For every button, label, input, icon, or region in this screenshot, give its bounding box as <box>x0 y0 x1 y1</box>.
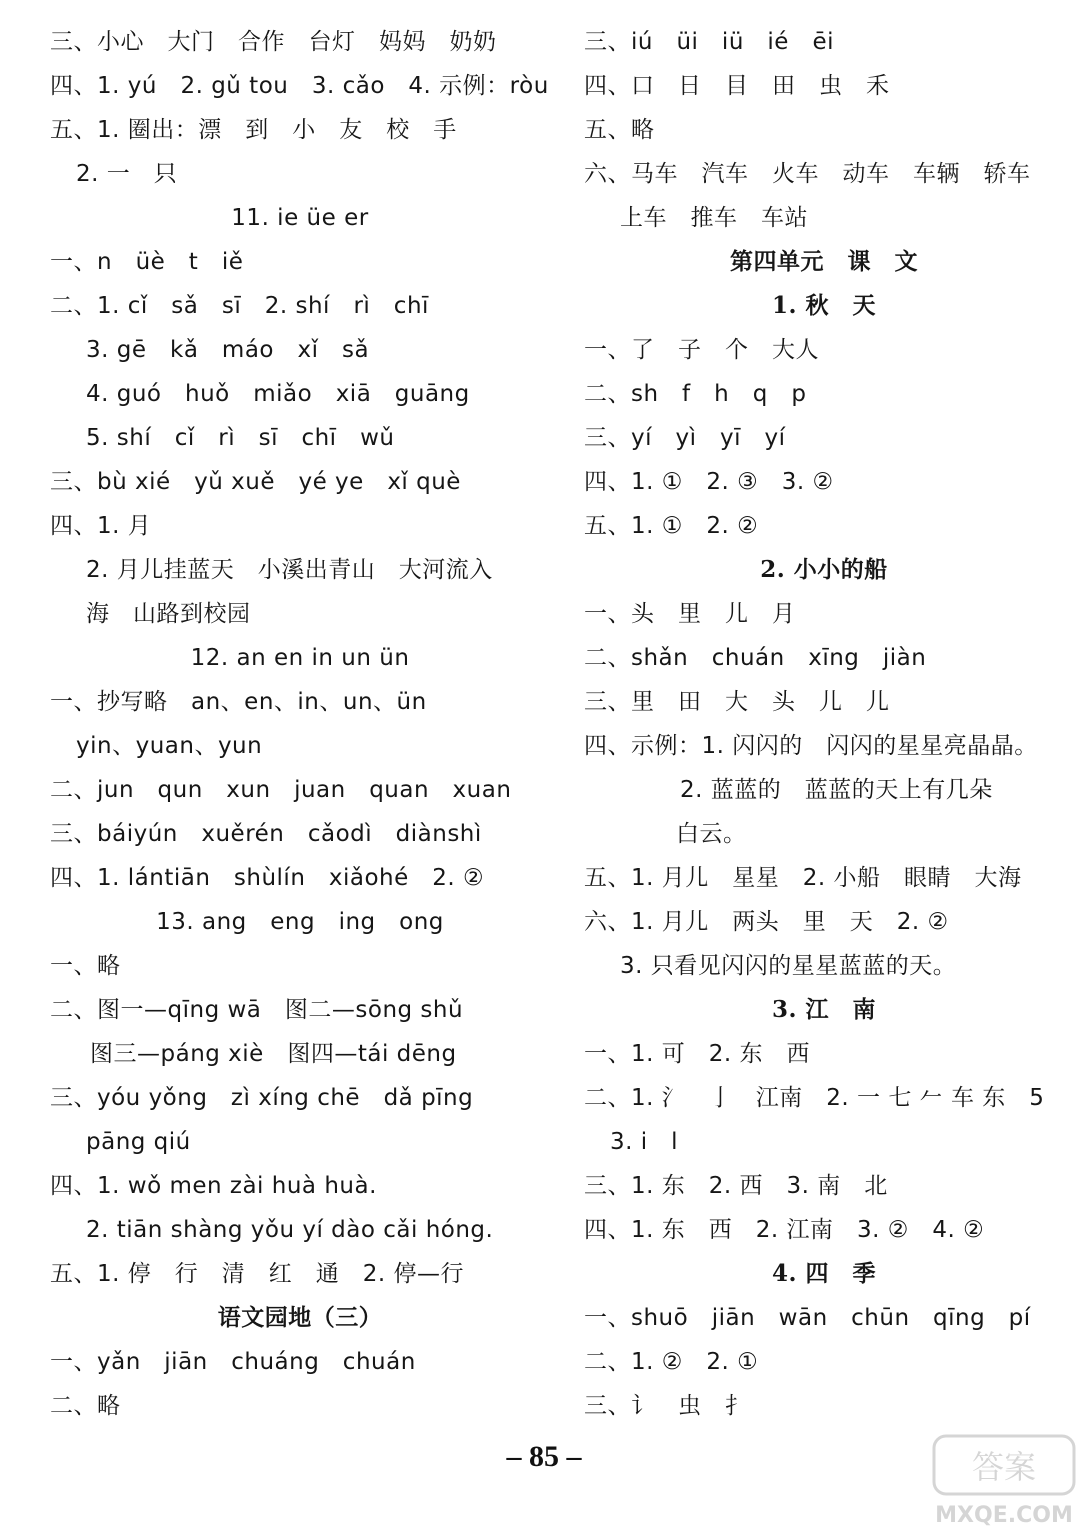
answer-line: 六、马车 汽车 火车 动车 车辆 轿车 <box>584 161 1031 187</box>
svg-text:答案: 答案 <box>971 1448 1037 1486</box>
answer-line: 三、yí yì yī yí <box>584 425 786 451</box>
answer-line: 一、yǎn jiān chuáng chuán <box>50 1349 416 1375</box>
answer-line: 四、示例：1. 闪闪的 闪闪的星星亮晶晶。 <box>584 733 1038 759</box>
answer-line: 一、shuō jiān wān chūn qīng pí <box>584 1305 1031 1331</box>
answer-line: 一、n üè t iě <box>50 249 244 275</box>
answer-line: 四、1. wǒ men zài huà huà. <box>50 1173 377 1199</box>
answer-line: 四、1. yú 2. gǔ tou 3. cǎo 4. 示例：ròu <box>50 73 549 99</box>
answer-line: 二、1. 氵 亅 江南 2. 一 七 𠂉 车 东 5 <box>584 1085 1045 1111</box>
section-heading: 1. 秋 天 <box>771 292 877 319</box>
answer-line: pāng qiú <box>86 1129 191 1155</box>
answer-line: 三、里 田 大 头 儿 儿 <box>584 689 890 715</box>
section-heading: 3. 江 南 <box>771 996 877 1023</box>
answer-line: 4. guó huǒ miǎo xiā guāng <box>86 381 470 407</box>
section-heading: 语文园地（三） <box>217 1304 383 1331</box>
answer-line: 2. 一 只 <box>76 161 178 187</box>
answer-line: 五、1. 圈出：漂 到 小 友 校 手 <box>50 117 457 143</box>
answer-line: 2. 月儿挂蓝天 小溪出青山 大河流入 <box>86 557 493 583</box>
section-heading: 4. 四 季 <box>771 1260 877 1287</box>
answer-line: 三、báiyún xuěrén cǎodì diànshì <box>50 821 482 847</box>
section-heading: 2. 小小的船 <box>760 556 888 583</box>
page-number: – 85 – <box>506 1440 582 1473</box>
section-heading: 11. ie üe er <box>231 205 369 231</box>
answer-line: 上车 推车 车站 <box>620 205 808 231</box>
answer-line: 二、1. ② 2. ① <box>584 1349 759 1375</box>
answer-line: 三、bù xié yǔ xuě yé ye xǐ què <box>50 469 461 495</box>
answer-line: 二、jun qun xun juan quan xuan <box>50 777 512 803</box>
answer-line: yin、yuan、yun <box>76 733 263 759</box>
answer-line: 一、略 <box>50 953 121 979</box>
answer-line: 四、1. ① 2. ③ 3. ② <box>584 469 834 495</box>
watermark-text: MXQE.COM <box>935 1503 1073 1528</box>
answer-line: 三、1. 东 2. 西 3. 南 北 <box>584 1173 888 1199</box>
answer-line: 二、1. cǐ sǎ sī 2. shí rì chī <box>50 293 429 319</box>
answer-line: 四、口 日 目 田 虫 禾 <box>584 73 890 99</box>
answer-line: 三、讠 虫 扌 <box>584 1393 749 1419</box>
answer-line: 3. 只看见闪闪的星星蓝蓝的天。 <box>620 953 957 979</box>
answer-line: 三、iú üi iü ié ēi <box>584 29 834 55</box>
answer-line: 一、头 里 儿 月 <box>584 601 796 627</box>
section-heading: 13. ang eng ing ong <box>156 909 444 935</box>
answer-line: 图三—páng xiè 图四—tái dēng <box>90 1041 457 1067</box>
answer-line: 一、了 子 个 大人 <box>584 337 819 363</box>
answer-line: 四、1. lántiān shùlín xiǎohé 2. ② <box>50 865 485 891</box>
answer-line: 三、小心 大门 合作 台灯 妈妈 奶奶 <box>50 29 497 55</box>
answer-line: 一、1. 可 2. 东 西 <box>584 1041 811 1067</box>
answer-line: 二、shǎn chuán xīng jiàn <box>584 645 927 671</box>
answer-line: 五、1. ① 2. ② <box>584 513 759 539</box>
answer-line: 四、1. 月 <box>50 513 152 539</box>
answer-line: 3. gē kǎ máo xǐ sǎ <box>86 337 370 363</box>
answer-line: 5. shí cǐ rì sī chī wǔ <box>86 425 395 451</box>
section-heading: 12. an en in un ün <box>190 645 410 671</box>
answer-watermark-logo-icon <box>930 1430 1080 1530</box>
answer-line: 三、yóu yǒng zì xíng chē dǎ pīng <box>50 1085 474 1111</box>
answer-line: 二、略 <box>50 1393 121 1419</box>
answer-line: 六、1. 月儿 两头 里 天 2. ② <box>584 909 949 935</box>
answer-line: 白云。 <box>676 821 747 847</box>
answer-line: 2. tiān shàng yǒu yí dào cǎi hóng. <box>86 1217 494 1243</box>
answer-line: 四、1. 东 西 2. 江南 3. ② 4. ② <box>584 1217 985 1243</box>
answer-line: 五、1. 停 行 清 红 通 2. 停—行 <box>50 1261 465 1287</box>
answer-line: 海 山路到校园 <box>86 601 251 627</box>
answer-line: 五、略 <box>584 117 655 143</box>
answer-line: 3. i l <box>610 1129 679 1155</box>
answer-line: 2. 蓝蓝的 蓝蓝的天上有几朵 <box>680 777 993 803</box>
answer-line: 五、1. 月儿 星星 2. 小船 眼睛 大海 <box>584 865 1022 891</box>
section-heading: 第四单元 课 文 <box>730 248 918 275</box>
answer-line: 一、抄写略 an、en、in、un、ün <box>50 689 427 715</box>
answer-line: 二、sh f h q p <box>584 381 807 407</box>
answer-line: 二、图一—qīng wā 图二—sōng shǔ <box>50 997 464 1023</box>
